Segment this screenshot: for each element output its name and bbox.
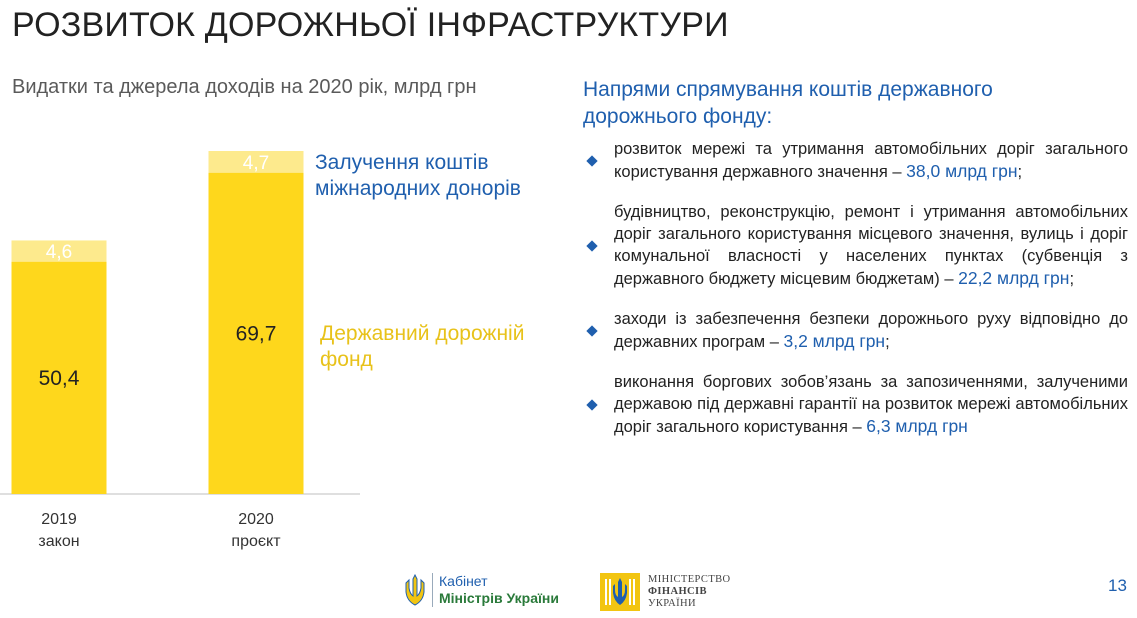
fund-direction-amount: 22,2 млрд грн bbox=[958, 268, 1070, 288]
page-number: 13 bbox=[1108, 576, 1127, 595]
ministry-of-finance-logo bbox=[600, 573, 731, 611]
cabinet-of-ministers-logo bbox=[404, 573, 559, 607]
fund-direction-text: розвиток мережі та утримання автомобільних доріг загального користування державного значення – bbox=[614, 140, 1128, 181]
cabinet-line-2: Міністрів України bbox=[439, 590, 559, 606]
fund-direction-text: будівництво, реконструкцію, ремонт і утримання автомобільних доріг загального користування місцевого значення, вулиць і доріг комунальної власності у населених пунктах (субвенція з державного бюджету місцевим бюджетам) – bbox=[614, 203, 1128, 288]
legend-donors-line-1: Залучення коштів bbox=[315, 151, 489, 174]
chart-subtitle: Видатки та джерела доходів на 2020 рік, млрд грн bbox=[12, 76, 477, 98]
bar-value-label-donors: 4,6 bbox=[45, 242, 73, 264]
fund-directions-title-line-2: дорожнього фонду: bbox=[583, 105, 773, 128]
fund-direction-end: ; bbox=[1069, 270, 1075, 288]
x-tick-label: 2019 bbox=[41, 511, 77, 528]
fund-directions-title bbox=[583, 76, 1103, 130]
legend-donors-line-2: міжнародних донорів bbox=[315, 177, 521, 200]
ministry-trident-icon bbox=[600, 573, 640, 611]
diamond-bullet-icon bbox=[586, 240, 597, 251]
fund-direction-end: ; bbox=[885, 333, 890, 351]
legend-fund-line-1: Державний дорожній bbox=[320, 322, 525, 345]
ministry-line-1: МІНІСТЕРСТВО bbox=[648, 574, 731, 585]
fund-direction-amount: 3,2 млрд грн bbox=[783, 331, 886, 351]
fund-direction-item bbox=[583, 308, 1128, 353]
cabinet-line-1: Кабінет bbox=[439, 573, 488, 589]
legend-fund bbox=[320, 321, 524, 373]
x-tick-label: проєкт bbox=[231, 533, 281, 550]
legend-fund-line-2: фонд bbox=[320, 348, 373, 371]
bar-value-label-donors: 4,7 bbox=[242, 152, 270, 174]
fund-direction-text: виконання боргових зобов’язань за запозиченнями, залученими державою під державні гарантії на розвиток мережі автомобільних доріг загального користування – bbox=[614, 373, 1128, 436]
ministry-line-2: ФІНАНСІВ bbox=[648, 586, 707, 597]
ministry-line-3: УКРАЇНИ bbox=[648, 598, 696, 609]
x-tick-label: 2020 bbox=[238, 511, 274, 528]
fund-direction-item bbox=[583, 371, 1128, 438]
diamond-bullet-icon bbox=[586, 155, 597, 166]
bar-value-label-fund: 69,7 bbox=[235, 322, 277, 346]
legend-donors bbox=[315, 150, 521, 202]
fund-direction-item bbox=[583, 138, 1128, 183]
x-tick-label: закон bbox=[38, 533, 80, 550]
fund-direction-item bbox=[583, 201, 1128, 290]
cabinet-text bbox=[432, 573, 559, 607]
diamond-bullet-icon bbox=[586, 399, 597, 410]
fund-directions-list bbox=[583, 138, 1128, 456]
ministry-text bbox=[648, 574, 731, 610]
fund-direction-amount: 38,0 млрд грн bbox=[906, 161, 1018, 181]
fund-direction-end: ; bbox=[1017, 163, 1023, 181]
fund-direction-text: заходи із забезпечення безпеки дорожнього руху відповідно до державних програм – bbox=[614, 310, 1128, 351]
bar-value-label-fund: 50,4 bbox=[38, 366, 80, 390]
trident-icon bbox=[404, 574, 426, 606]
fund-direction-amount: 6,3 млрд грн bbox=[866, 416, 968, 436]
fund-directions-title-line-1: Напрями спрямування коштів державного bbox=[583, 78, 993, 101]
diamond-bullet-icon bbox=[586, 325, 597, 336]
page-title: РОЗВИТОК ДОРОЖНЬОЇ ІНФРАСТРУКТУРИ bbox=[12, 6, 729, 44]
